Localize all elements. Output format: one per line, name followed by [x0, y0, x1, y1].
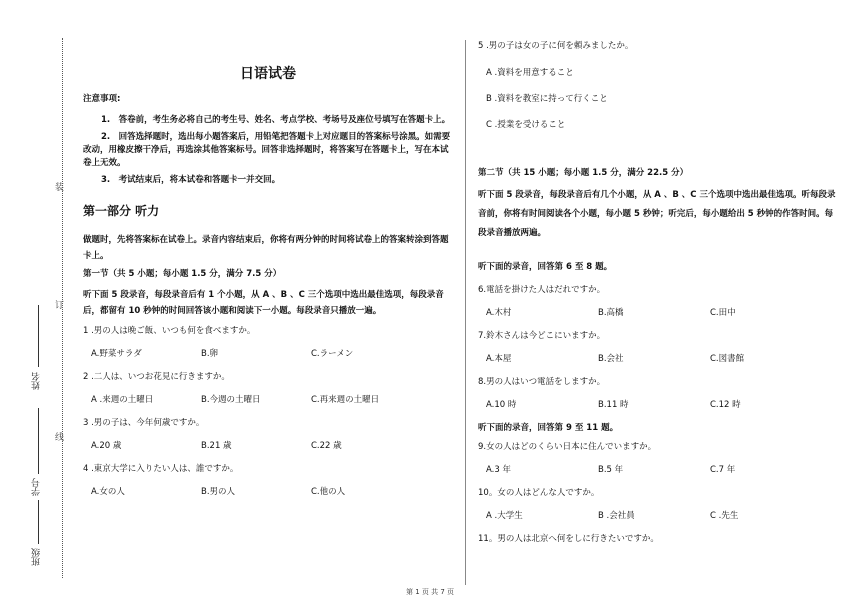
option-b: B.21 歳 — [201, 441, 232, 451]
question-8-options — [486, 399, 840, 412]
option-b: B.卵 — [201, 349, 219, 359]
notice-item: 3. 考试结束后，将本试卷和答题卡一并交回。 — [101, 175, 281, 185]
option-c: C.22 歳 — [311, 441, 342, 451]
left-column — [83, 62, 453, 509]
question-4: 4 .東京大学に入りたい人は、誰ですか。 — [83, 464, 239, 474]
listen-instruction-9-11: 听下面的录音，回答第 9 至 11 题。 — [478, 423, 619, 433]
question-9-options — [486, 464, 840, 477]
question-10: 10。女の人はどんな人ですか。 — [478, 488, 600, 498]
question-2: 2 .二人は、いつお花見に行きますか。 — [83, 372, 230, 382]
question-3-options — [91, 440, 453, 453]
binding-mark-ding: 订 — [55, 301, 65, 311]
option-a: A.野菜サラダ — [91, 349, 142, 359]
option-a: A .資料を用意すること — [486, 68, 574, 78]
option-a: A.10 時 — [486, 400, 517, 410]
column-divider — [465, 40, 466, 585]
section1-heading: 第一节（共 5 小题；每小题 1.5 分，满分 7.5 分） — [83, 269, 282, 279]
option-c: C .先生 — [710, 511, 739, 521]
question-5: 5 .男の子は女の子に何を頼みましたか。 — [478, 41, 634, 51]
option-c: C.ラーメン — [311, 349, 354, 359]
option-a: A.20 歳 — [91, 441, 122, 451]
question-8: 8.男の人はいつ電話をしますか。 — [478, 377, 606, 387]
binding-mark-xian: 线 — [55, 433, 65, 443]
question-4-options — [91, 486, 453, 499]
question-1: 1 .男の人は晩ご飯、いつも何を食べますか。 — [83, 326, 256, 336]
class-label: 班级 — [32, 548, 42, 566]
option-b: B .資料を教室に持って行くこと — [486, 94, 608, 104]
question-7: 7.鈴木さんは今どこにいますか。 — [478, 331, 606, 341]
section2-heading: 第二节（共 15 小题；每小题 1.5 分，满分 22.5 分） — [478, 168, 689, 178]
option-b: B.11 時 — [598, 400, 629, 410]
option-c: C.7 年 — [710, 465, 736, 475]
option-b: B .会社員 — [598, 511, 635, 521]
question-2-options — [91, 394, 453, 407]
option-c: C.他の人 — [311, 487, 346, 497]
option-b: B.会社 — [598, 354, 624, 364]
notice-item: 2. 回答选择题时，选出每小题答案后，用铅笔把答题卡上对应题目的答案标号涂黑。如需要改动，用橡皮擦干净后，再选涂其他答案标号。回答非选择题时，将答案写在答题卡上，写在本试卷上无效。 — [83, 132, 451, 168]
option-a: A.木村 — [486, 308, 512, 318]
option-a: A.本屋 — [486, 354, 512, 364]
question-7-options — [486, 353, 840, 366]
name-underline — [38, 305, 39, 367]
option-c: C.12 時 — [710, 400, 741, 410]
id-underline — [38, 408, 39, 474]
option-b: B.5 年 — [598, 465, 624, 475]
option-a: A .来週の土曜日 — [91, 395, 154, 405]
notice-item: 1. 答卷前，考生务必将自己的考生号、姓名、考点学校、考场号及座位号填写在答题卡上。 — [101, 115, 451, 125]
option-b: B.高橋 — [598, 308, 624, 318]
question-11: 11。男の人は北京へ何をしに行きたいですか。 — [478, 534, 659, 544]
option-c: C.図書館 — [710, 354, 745, 364]
question-1-options — [91, 348, 453, 361]
section2-description: 听下面 5 段录音，每段录音后有几个小题，从 A 、B 、C 三个选项中选出最佳选项。听每段录音前，你将有时间阅读各个小题，每小题 5 秒钟；听完后，每小题给出 5 秒钟的作答时间。每段录音播放两遍。 — [478, 190, 836, 238]
option-c: C.田中 — [710, 308, 736, 318]
page-footer: 第 1 页 共 7 页 — [405, 588, 455, 596]
notice-heading: 注意事项: — [83, 94, 121, 104]
section1-description: 听下面 5 段录音，每段录音后有 1 个小题，从 A 、B 、C 三个选项中选出最佳选项，每段录音后，都留有 10 秒钟的时间回答该小题和阅读下一小题。每段录音只播放一遍。 — [83, 290, 444, 316]
binding-mark-zhuang: 装 — [55, 183, 65, 193]
option-b: B.今週の土曜日 — [201, 395, 261, 405]
option-a: A .大学生 — [486, 511, 523, 521]
listen-instruction-6-8: 听下面的录音，回答第 6 至 8 题。 — [478, 262, 613, 272]
question-10-options — [486, 510, 840, 523]
question-6-options — [486, 307, 840, 320]
option-c: C .授業を受けること — [486, 120, 566, 130]
part1-intro: 做题时，先将答案标在试卷上。录音内容结束后，你将有两分钟的时间将试卷上的答案转涂到答题卡上。 — [83, 235, 449, 261]
name-label: 姓名 — [32, 372, 42, 390]
question-3: 3 .男の子は、今年何歳ですか。 — [83, 418, 205, 428]
option-a: A.3 年 — [486, 465, 511, 475]
id-label: 学号 — [32, 478, 42, 496]
part1-title: 第一部分 听力 — [83, 204, 160, 218]
option-a: A.女の人 — [91, 487, 125, 497]
option-b: B.男の人 — [201, 487, 236, 497]
right-column — [478, 40, 840, 556]
option-c: C.再来週の土曜日 — [311, 395, 380, 405]
page-title: 日语试卷 — [240, 66, 296, 82]
question-9: 9.女の人はどのくらい日本に住んでいますか。 — [478, 442, 657, 452]
class-underline — [38, 500, 39, 544]
question-6: 6.電話を掛けた人はだれですか。 — [478, 285, 606, 295]
